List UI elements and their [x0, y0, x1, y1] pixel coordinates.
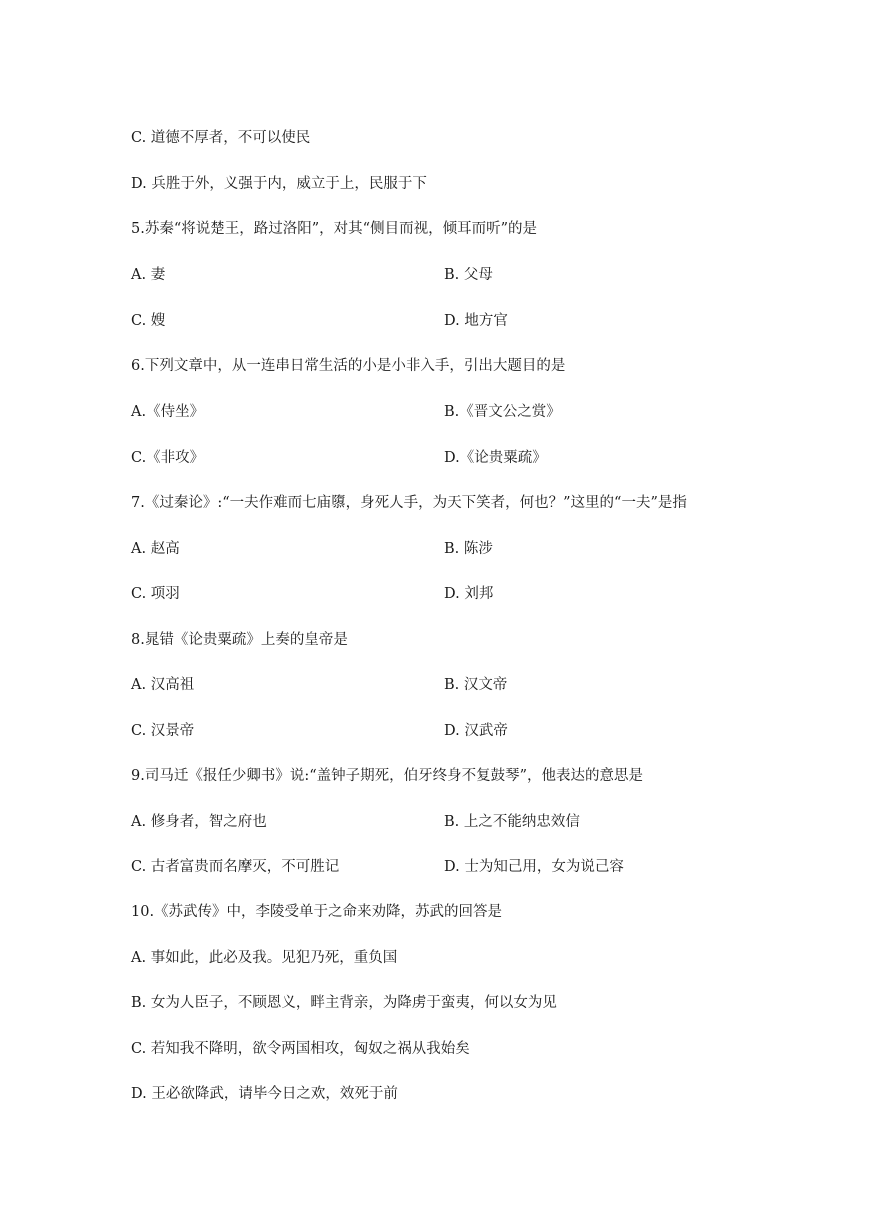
q6-option-c: C.《非攻》 [131, 450, 205, 466]
q4-option-c: C. 道德不厚者，不可以使民 [131, 130, 311, 146]
q6-stem: 6.下列文章中，从一连串日常生活的小是小非入手，引出大题目的是 [131, 358, 566, 374]
q5-stem: 5.苏秦“将说楚王，路过洛阳”，对其“侧目而视，倾耳而听”的是 [131, 221, 537, 237]
q7-option-c: C. 项羽 [131, 586, 180, 602]
q5-option-b: B. 父母 [444, 267, 493, 283]
q7-option-a: A. 赵高 [131, 541, 180, 557]
q8-option-a: A. 汉高祖 [131, 677, 195, 693]
q9-option-d: D. 士为知己用，女为说己容 [444, 859, 624, 875]
q9-option-a: A. 修身者，智之府也 [131, 814, 267, 830]
q9-option-c: C. 古者富贵而名摩灭，不可胜记 [131, 859, 340, 875]
q5-option-a: A. 妻 [131, 267, 166, 283]
q9-option-b: B. 上之不能纳忠效信 [444, 814, 580, 830]
q7-option-d: D. 刘邦 [444, 586, 494, 602]
q7-stem: 7.《过秦论》:“一夫作难而七庙隳，身死人手，为天下笑者，何也？”这里的“一夫”是指 [131, 495, 687, 511]
q6-option-b: B.《晋文公之赏》 [444, 404, 561, 420]
q8-option-b: B. 汉文帝 [444, 677, 508, 693]
q9-stem: 9.司马迁《报任少卿书》说:“盖钟子期死，伯牙终身不复鼓琴”，他表达的意思是 [131, 768, 644, 784]
q8-option-c: C. 汉景帝 [131, 723, 195, 739]
q10-option-b: B. 女为人臣子，不顾恩义，畔主背亲，为降虏于蛮夷，何以女为见 [131, 995, 557, 1011]
q10-stem: 10.《苏武传》中，李陵受单于之命来劝降，苏武的回答是 [131, 904, 503, 920]
q10-option-a: A. 事如此，此必及我。见犯乃死，重负国 [131, 950, 398, 966]
q4-option-d: D. 兵胜于外，义强于内，威立于上，民服于下 [131, 176, 427, 192]
q6-option-d: D.《论贵粟疏》 [444, 450, 547, 466]
q8-option-d: D. 汉武帝 [444, 723, 508, 739]
q5-option-d: D. 地方官 [444, 313, 508, 329]
q7-option-b: B. 陈涉 [444, 541, 493, 557]
q6-option-a: A.《侍坐》 [131, 404, 205, 420]
q5-option-c: C. 嫂 [131, 313, 166, 329]
q8-stem: 8.晁错《论贵粟疏》上奏的皇帝是 [131, 632, 348, 648]
q10-option-c: C. 若知我不降明，欲令两国相攻，匈奴之祸从我始矣 [131, 1041, 470, 1057]
q10-option-d: D. 王必欲降武，请毕今日之欢，效死于前 [131, 1086, 398, 1102]
